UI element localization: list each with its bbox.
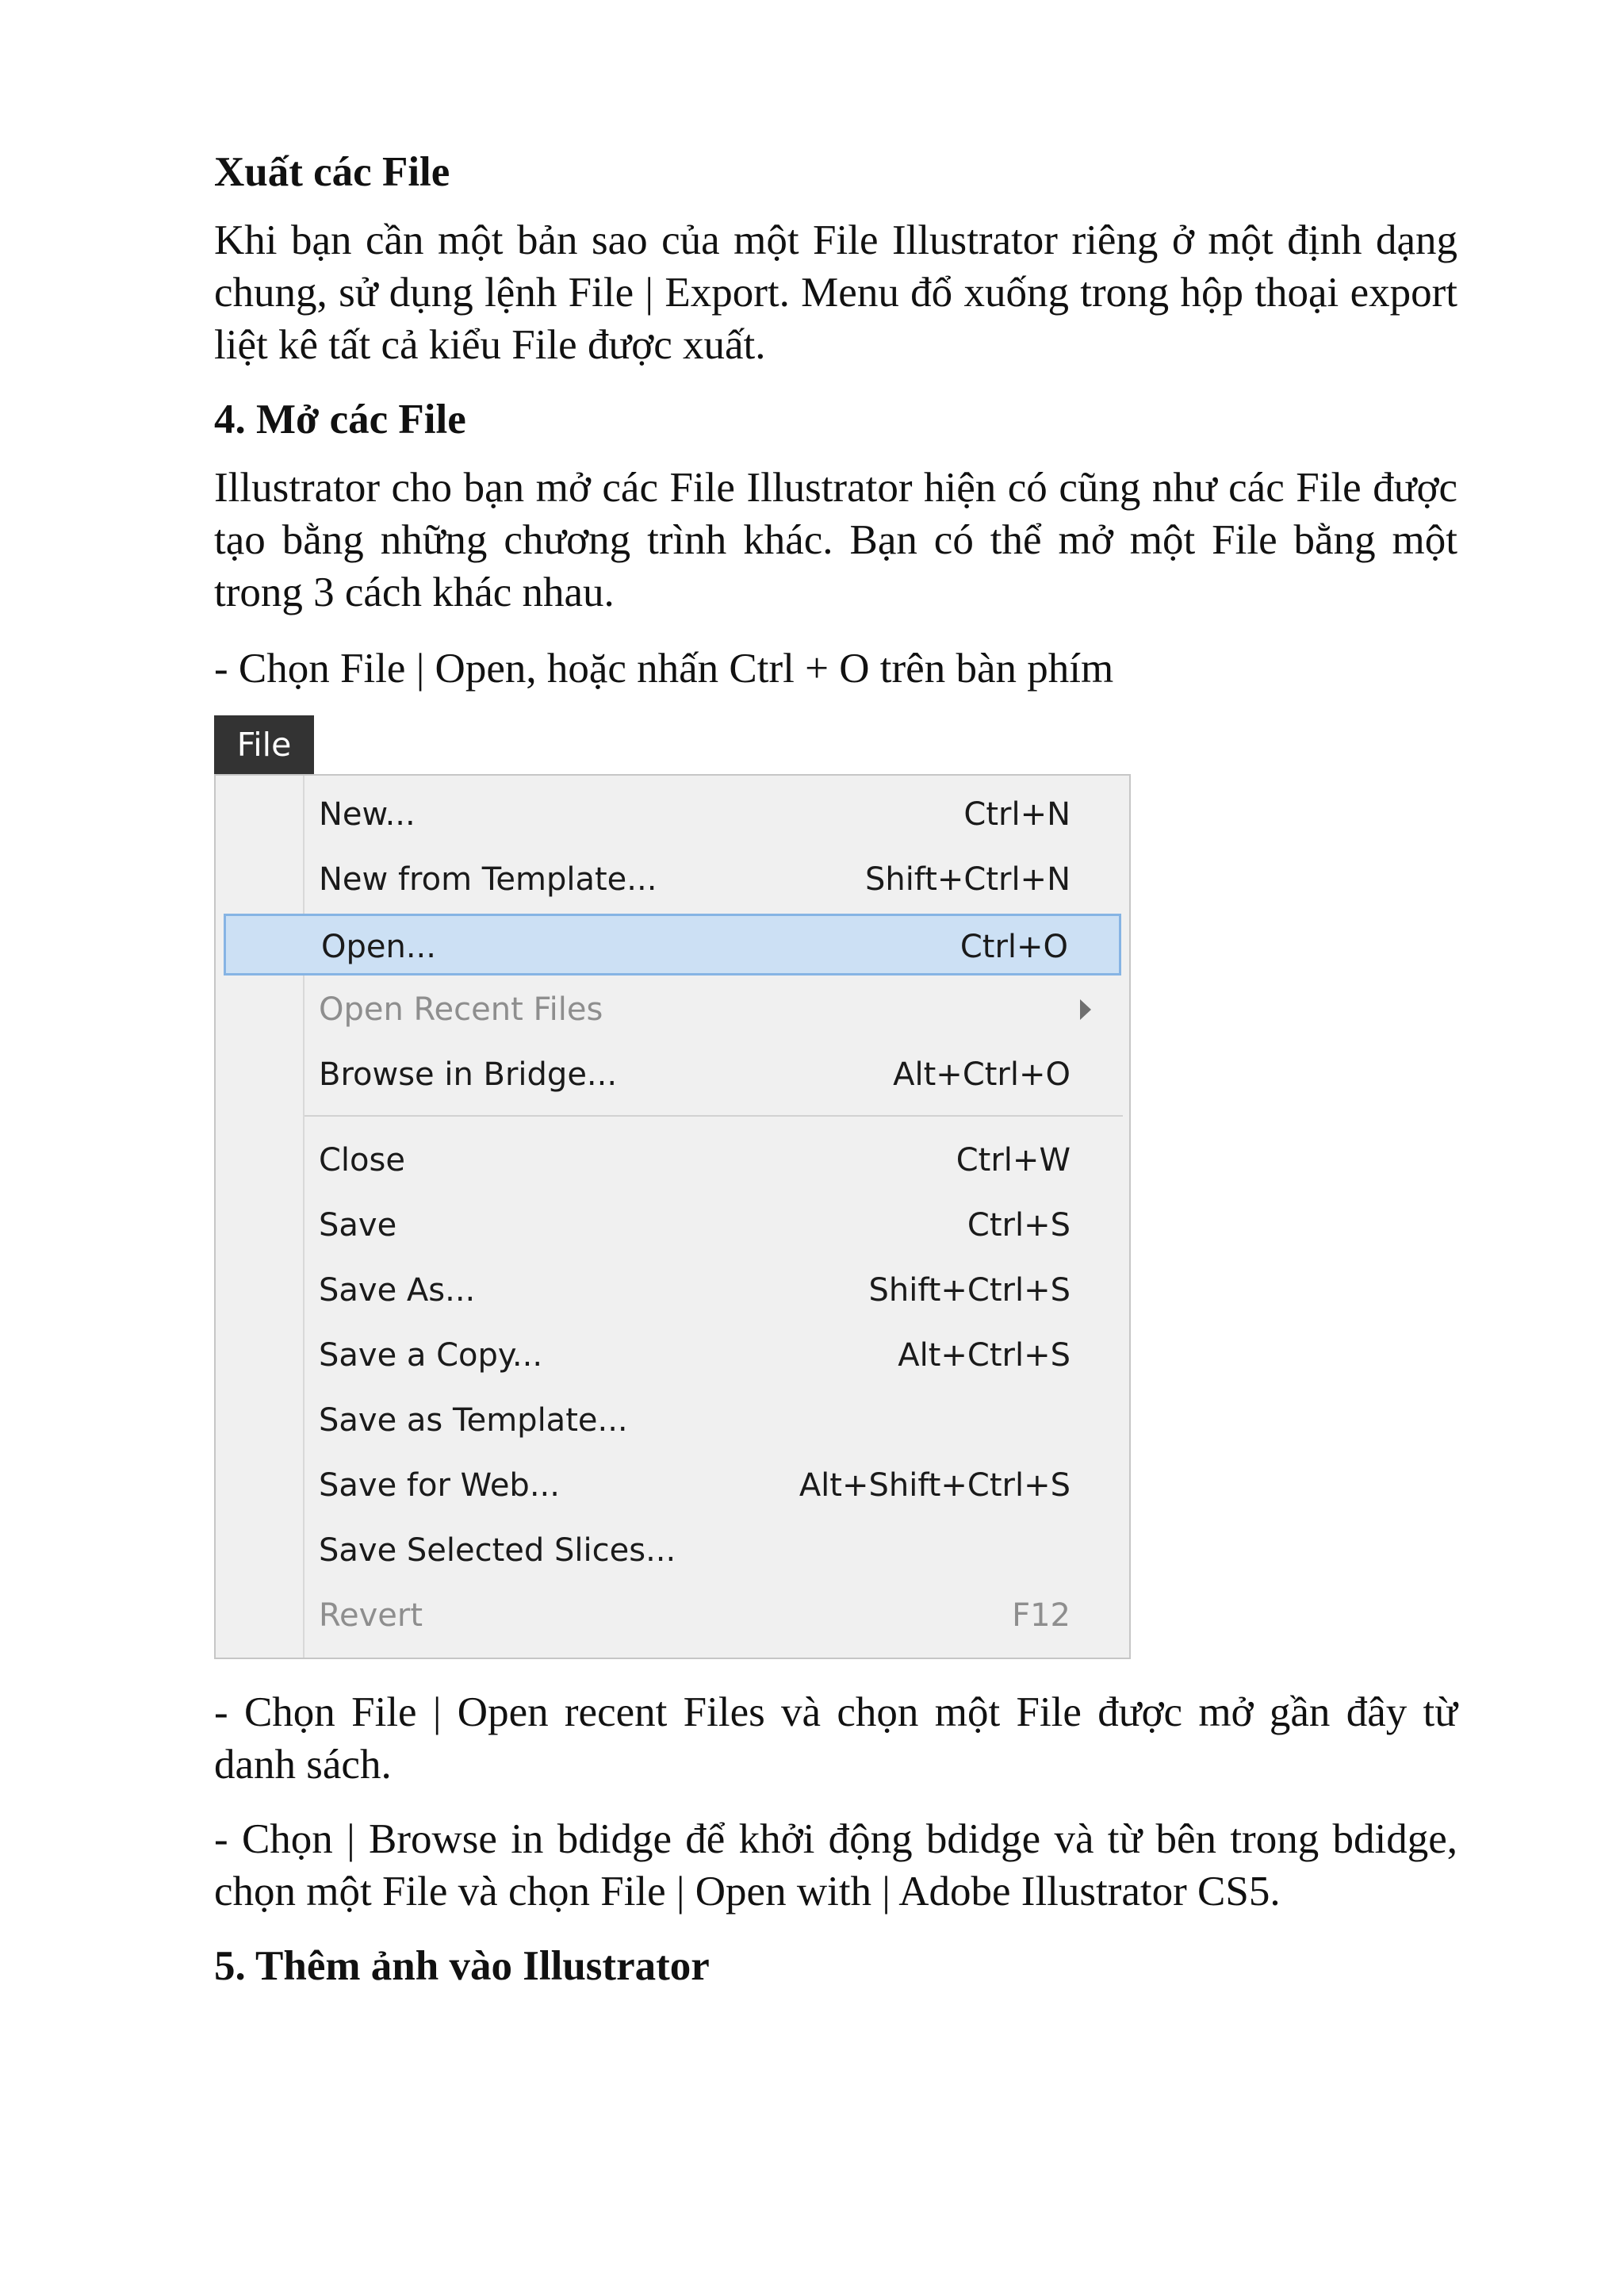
menu-item-open-recent-files[interactable] [224, 979, 1121, 1041]
menu-item-shortcut: Alt+Ctrl+O [893, 1056, 1071, 1093]
document-page [214, 135, 1457, 1994]
menu-item-close[interactable] [224, 1129, 1121, 1191]
menu-item-revert[interactable] [224, 1585, 1121, 1646]
menu-header-file[interactable]: File [214, 715, 314, 774]
menu-item-save-selected-slices[interactable] [224, 1520, 1121, 1581]
menu-item-shortcut: Ctrl+W [956, 1142, 1071, 1179]
menu-item-open[interactable] [224, 914, 1121, 976]
section-title-export: Xuất các File [214, 149, 450, 195]
menu-item-label: Open Recent Files [319, 991, 603, 1028]
file-menu-screenshot [214, 715, 1134, 1664]
menu-item-shortcut: Ctrl+N [963, 796, 1071, 833]
menu-item-label: Revert [319, 1597, 423, 1634]
menu-item-save-as-template[interactable] [224, 1389, 1121, 1451]
paragraph-open-files: Illustrator cho bạn mở các File Illustrator hiện có cũng như các File được tạo bằng những chương trình khác. Bạn có thể mở một File bằng một trong 3 cách khác nhau. [214, 465, 1457, 615]
menu-item-label: Close [319, 1142, 405, 1179]
bullet-open-command: - Chọn File | Open, hoặc nhấn Ctrl + O trên bàn phím [214, 646, 1114, 692]
menu-item-label: New... [319, 796, 416, 833]
menu-item-label: Save Selected Slices... [319, 1532, 676, 1569]
menu-item-new-from-template[interactable] [224, 849, 1121, 910]
section-title-add-images: 5. Thêm ảnh vào Illustrator [214, 1943, 710, 1989]
menu-item-shortcut: Ctrl+S [967, 1207, 1071, 1244]
file-menu-dropdown [214, 774, 1131, 1659]
menu-item-shortcut: F12 [1012, 1597, 1071, 1634]
menu-item-save-a-copy[interactable] [224, 1324, 1121, 1386]
menu-item-browse-in-bridge[interactable] [224, 1044, 1121, 1106]
menu-item-label: Save [319, 1207, 397, 1244]
menu-item-label: Save a Copy... [319, 1337, 543, 1374]
menu-item-label: Save as Template... [319, 1402, 628, 1439]
menu-item-label: Save As... [319, 1272, 476, 1309]
menu-item-save-for-web[interactable] [224, 1455, 1121, 1516]
menu-item-save-as[interactable] [224, 1259, 1121, 1321]
menu-item-label: Save for Web... [319, 1467, 560, 1504]
menu-item-shortcut: Ctrl+O [959, 929, 1068, 965]
menu-item-label: Open... [321, 929, 436, 965]
submenu-arrow-icon [1080, 999, 1091, 1020]
menu-item-new[interactable] [224, 784, 1121, 845]
menu-item-save[interactable] [224, 1194, 1121, 1256]
menu-item-shortcut: Alt+Ctrl+S [898, 1337, 1071, 1374]
menu-item-label: New from Template... [319, 861, 657, 898]
section-title-open-files: 4. Mở các File [214, 397, 466, 443]
bullet-browse-in-bridge: - Chọn | Browse in bdidge để khởi động bdidge và từ bên trong bdidge, chọn một File và chọn File | Open with | Adobe Illustrator CS5. [214, 1816, 1457, 1915]
paragraph-export: Khi bạn cần một bản sao của một File Illustrator riêng ở một định dạng chung, sử dụng lệnh File | Export. Menu đổ xuống trong hộp thoại export liệt kê tất cả kiểu File được xuất. [214, 217, 1457, 368]
menu-item-shortcut: Shift+Ctrl+S [868, 1272, 1071, 1309]
menu-item-label: Browse in Bridge... [319, 1056, 618, 1093]
menu-item-shortcut: Alt+Shift+Ctrl+S [799, 1467, 1071, 1504]
menu-separator [304, 1115, 1123, 1117]
menu-item-shortcut: Shift+Ctrl+N [864, 861, 1071, 898]
bullet-open-recent: - Chọn File | Open recent Files và chọn một File được mở gần đây từ danh sách. [214, 1689, 1457, 1788]
